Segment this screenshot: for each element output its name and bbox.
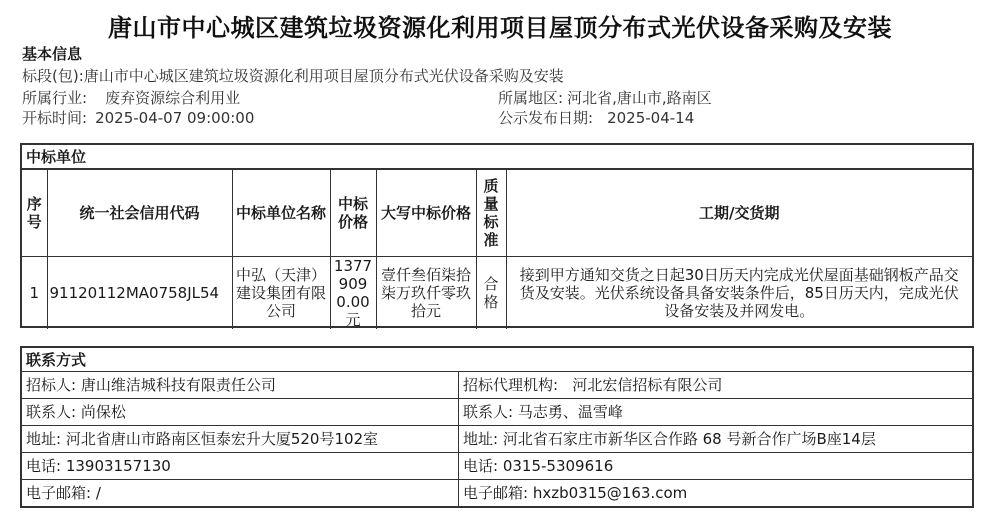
row-company: 中弘（天津）建设集团有限公司 xyxy=(232,257,330,330)
address-label: 地址: xyxy=(463,430,499,448)
open-time-value: 2025-04-07 09:00:00 xyxy=(95,109,255,127)
tenderer-contact-cell xyxy=(22,399,459,425)
agent-value: 河北宏信招标有限公司 xyxy=(572,376,723,394)
open-time-label: 开标时间: xyxy=(22,109,88,127)
row-period: 接到甲方通知交货之日起30日历天内完成光伏屋面基础钢板产品交货及安装。光伏系统设备具备安装条件后，85日历天内，完成光伏设备安装及并网发电。 xyxy=(506,257,972,330)
section-value: 唐山市中心城区建筑垃圾资源化利用项目屋顶分布式光伏设备采购及安装 xyxy=(83,67,564,85)
agent-phone-cell xyxy=(459,453,972,479)
open-time-info xyxy=(22,107,254,128)
contact-row-phone xyxy=(22,453,972,480)
email-label: 电子邮箱: xyxy=(463,484,529,502)
region-info xyxy=(498,87,712,108)
section-info xyxy=(22,65,564,86)
industry-label: 所属行业: xyxy=(22,89,88,107)
contact-heading: 联系方式 xyxy=(22,348,972,372)
region-label: 所属地区: xyxy=(498,89,564,107)
region-value: 河北省,唐山市,路南区 xyxy=(567,89,712,107)
winners-section xyxy=(20,143,974,328)
contact-grid xyxy=(22,372,972,507)
agent-contact-value: 马志勇、温雪峰 xyxy=(517,403,623,421)
industry-value: 废弃资源综合利用业 xyxy=(105,89,241,107)
col-credit-code: 统一社会信用代码 xyxy=(47,170,232,257)
col-index: 序号 xyxy=(22,170,47,257)
address-label: 地址: xyxy=(26,430,62,448)
agent-contact-cell xyxy=(459,399,972,425)
col-quality: 质量标准 xyxy=(476,170,506,257)
contact-section xyxy=(20,346,974,508)
agent-address-value: 河北省石家庄市新华区合作路 68 号新合作广场B座14层 xyxy=(502,430,876,448)
agent-email-value: hxzb0315@163.com xyxy=(532,484,688,502)
publish-date-label: 公示发布日期: xyxy=(498,109,594,127)
tenderer-address-value: 河北省唐山市路南区恒泰宏升大厦520号102室 xyxy=(65,430,379,448)
col-price: 中标价格 xyxy=(330,170,376,257)
table-row xyxy=(22,257,972,330)
winners-header-row xyxy=(22,170,972,257)
contact-row-person xyxy=(22,399,972,426)
col-price-upper: 大写中标价格 xyxy=(376,170,476,257)
section-label: 标段(包): xyxy=(22,67,84,85)
agent-email-cell xyxy=(459,480,972,507)
email-label: 电子邮箱: xyxy=(26,484,92,502)
row-price-upper: 壹仟叁佰柒拾柒万玖仟零玖拾元 xyxy=(376,257,476,330)
row-quality: 合格 xyxy=(476,257,506,330)
row-price: 13779090.00元 xyxy=(330,257,376,330)
contact-row-address xyxy=(22,426,972,453)
tenderer-email-cell xyxy=(22,480,459,507)
contact-row-org xyxy=(22,372,972,399)
publish-date-info xyxy=(498,107,694,128)
contact-row-email xyxy=(22,480,972,507)
tenderer-phone-cell xyxy=(22,453,459,479)
basic-info-heading: 基本信息 xyxy=(22,45,83,63)
row-credit-code: 91120112MA0758JL54 xyxy=(47,257,232,330)
phone-label: 电话: xyxy=(26,457,62,475)
page-title: 唐山市中心城区建筑垃圾资源化利用项目屋顶分布式光伏设备采购及安装 xyxy=(108,14,892,42)
winners-table xyxy=(22,169,972,329)
phone-label: 电话: xyxy=(463,457,499,475)
tenderer-cell xyxy=(22,372,459,398)
col-company: 中标单位名称 xyxy=(232,170,330,257)
tenderer-value: 唐山维洁城科技有限责任公司 xyxy=(80,376,276,394)
agent-address-cell xyxy=(459,426,972,452)
contact-label: 联系人: xyxy=(26,403,77,421)
tenderer-phone-value: 13903157130 xyxy=(65,457,171,475)
publish-date-value: 2025-04-14 xyxy=(607,109,695,127)
winners-heading: 中标单位 xyxy=(22,145,972,169)
agent-label: 招标代理机构: xyxy=(463,376,559,394)
tenderer-address-cell xyxy=(22,426,459,452)
tenderer-email-value: / xyxy=(95,484,101,502)
contact-label: 联系人: xyxy=(463,403,514,421)
row-index: 1 xyxy=(22,257,47,330)
agent-phone-value: 0315-5309616 xyxy=(502,457,614,475)
tenderer-label: 招标人: xyxy=(26,376,77,394)
tenderer-contact-value: 尚保松 xyxy=(80,403,126,421)
industry-info xyxy=(22,87,240,108)
agent-cell xyxy=(459,372,972,398)
col-period: 工期/交货期 xyxy=(506,170,972,257)
